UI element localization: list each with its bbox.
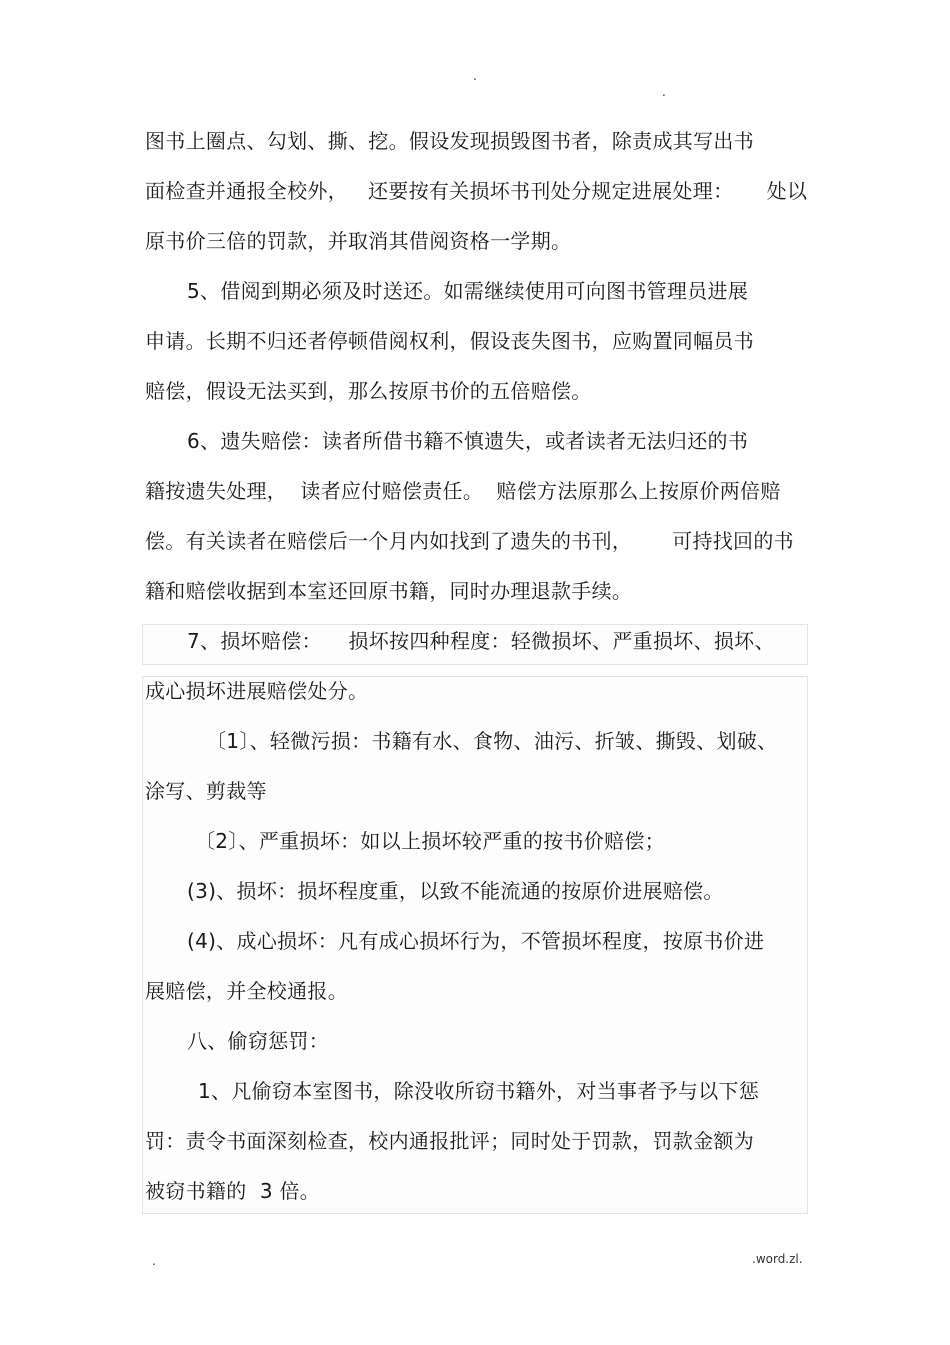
body-line: (3)、损坏：损坏程度重，以致不能流通的按原价进展赔偿。 [187,879,724,903]
body-line: 涂写、剪裁等 [145,779,267,803]
body-line: (4)、成心损坏：凡有成心损坏行为，不管损坏程度，按原书价进 [187,929,765,953]
body-line: 1、凡偷窃本室图书，除没收所窃书籍外，对当事者予与以下惩 [198,1079,760,1103]
body-line: 籍和赔偿收据到本室还回原书籍，同时办理退款手续。 [145,579,633,603]
footer-left-mark: . [152,1254,156,1268]
body-line: 原书价三倍的罚款，并取消其借阅资格一学期。 [145,229,572,253]
body-line: 〔1〕、轻微污损：书籍有水、食物、油污、折皱、撕毁、划破、 [206,729,778,753]
body-line: 偿。有关读者在赔偿后一个月内如找到了遗失的书刊， 可持找回的书 [145,529,794,553]
body-line: 面检查并通报全校外， 还要按有关损坏书刊处分规定进展处理： 处以 [145,179,808,203]
body-line: 展赔偿，并全校通报。 [145,979,348,1003]
body-line: 申请。长期不归还者停顿借阅权利，假设丧失图书，应购置同幅员书 [145,329,754,353]
body-line: 成心损坏进展赔偿处分。 [145,679,369,703]
header-dot: . [662,85,666,99]
header-dot: . [473,69,477,83]
section-heading: 八、偷窃惩罚： [187,1029,330,1053]
body-line: 图书上圈点、勾划、撕、挖。假设发现损毁图书者，除责成其写出书 [145,129,754,153]
body-line: 罚：责令书面深刻检查，校内通报批评；同时处于罚款，罚款金额为 [145,1129,754,1153]
body-line: 7、损坏赔偿： 损坏按四种程度：轻微损坏、严重损坏、损坏、 [187,629,775,653]
body-line: 〔2〕、严重损坏：如以上损坏较严重的按书价赔偿； [195,829,665,853]
body-line: 被窃书籍的 3 倍。 [145,1179,321,1203]
body-line: 籍按遗失处理， 读者应付赔偿责任。 赔偿方法原那么上按原价两倍赔 [145,479,781,503]
body-line: 6、遗失赔偿：读者所借书籍不慎遗失，或者读者无法归还的书 [187,429,749,453]
footer-watermark: .word.zl. [752,1252,803,1266]
body-line: 赔偿，假设无法买到，那么按原书价的五倍赔偿。 [145,379,592,403]
body-line: 5、借阅到期必须及时送还。如需继续使用可向图书管理员进展 [187,279,749,303]
